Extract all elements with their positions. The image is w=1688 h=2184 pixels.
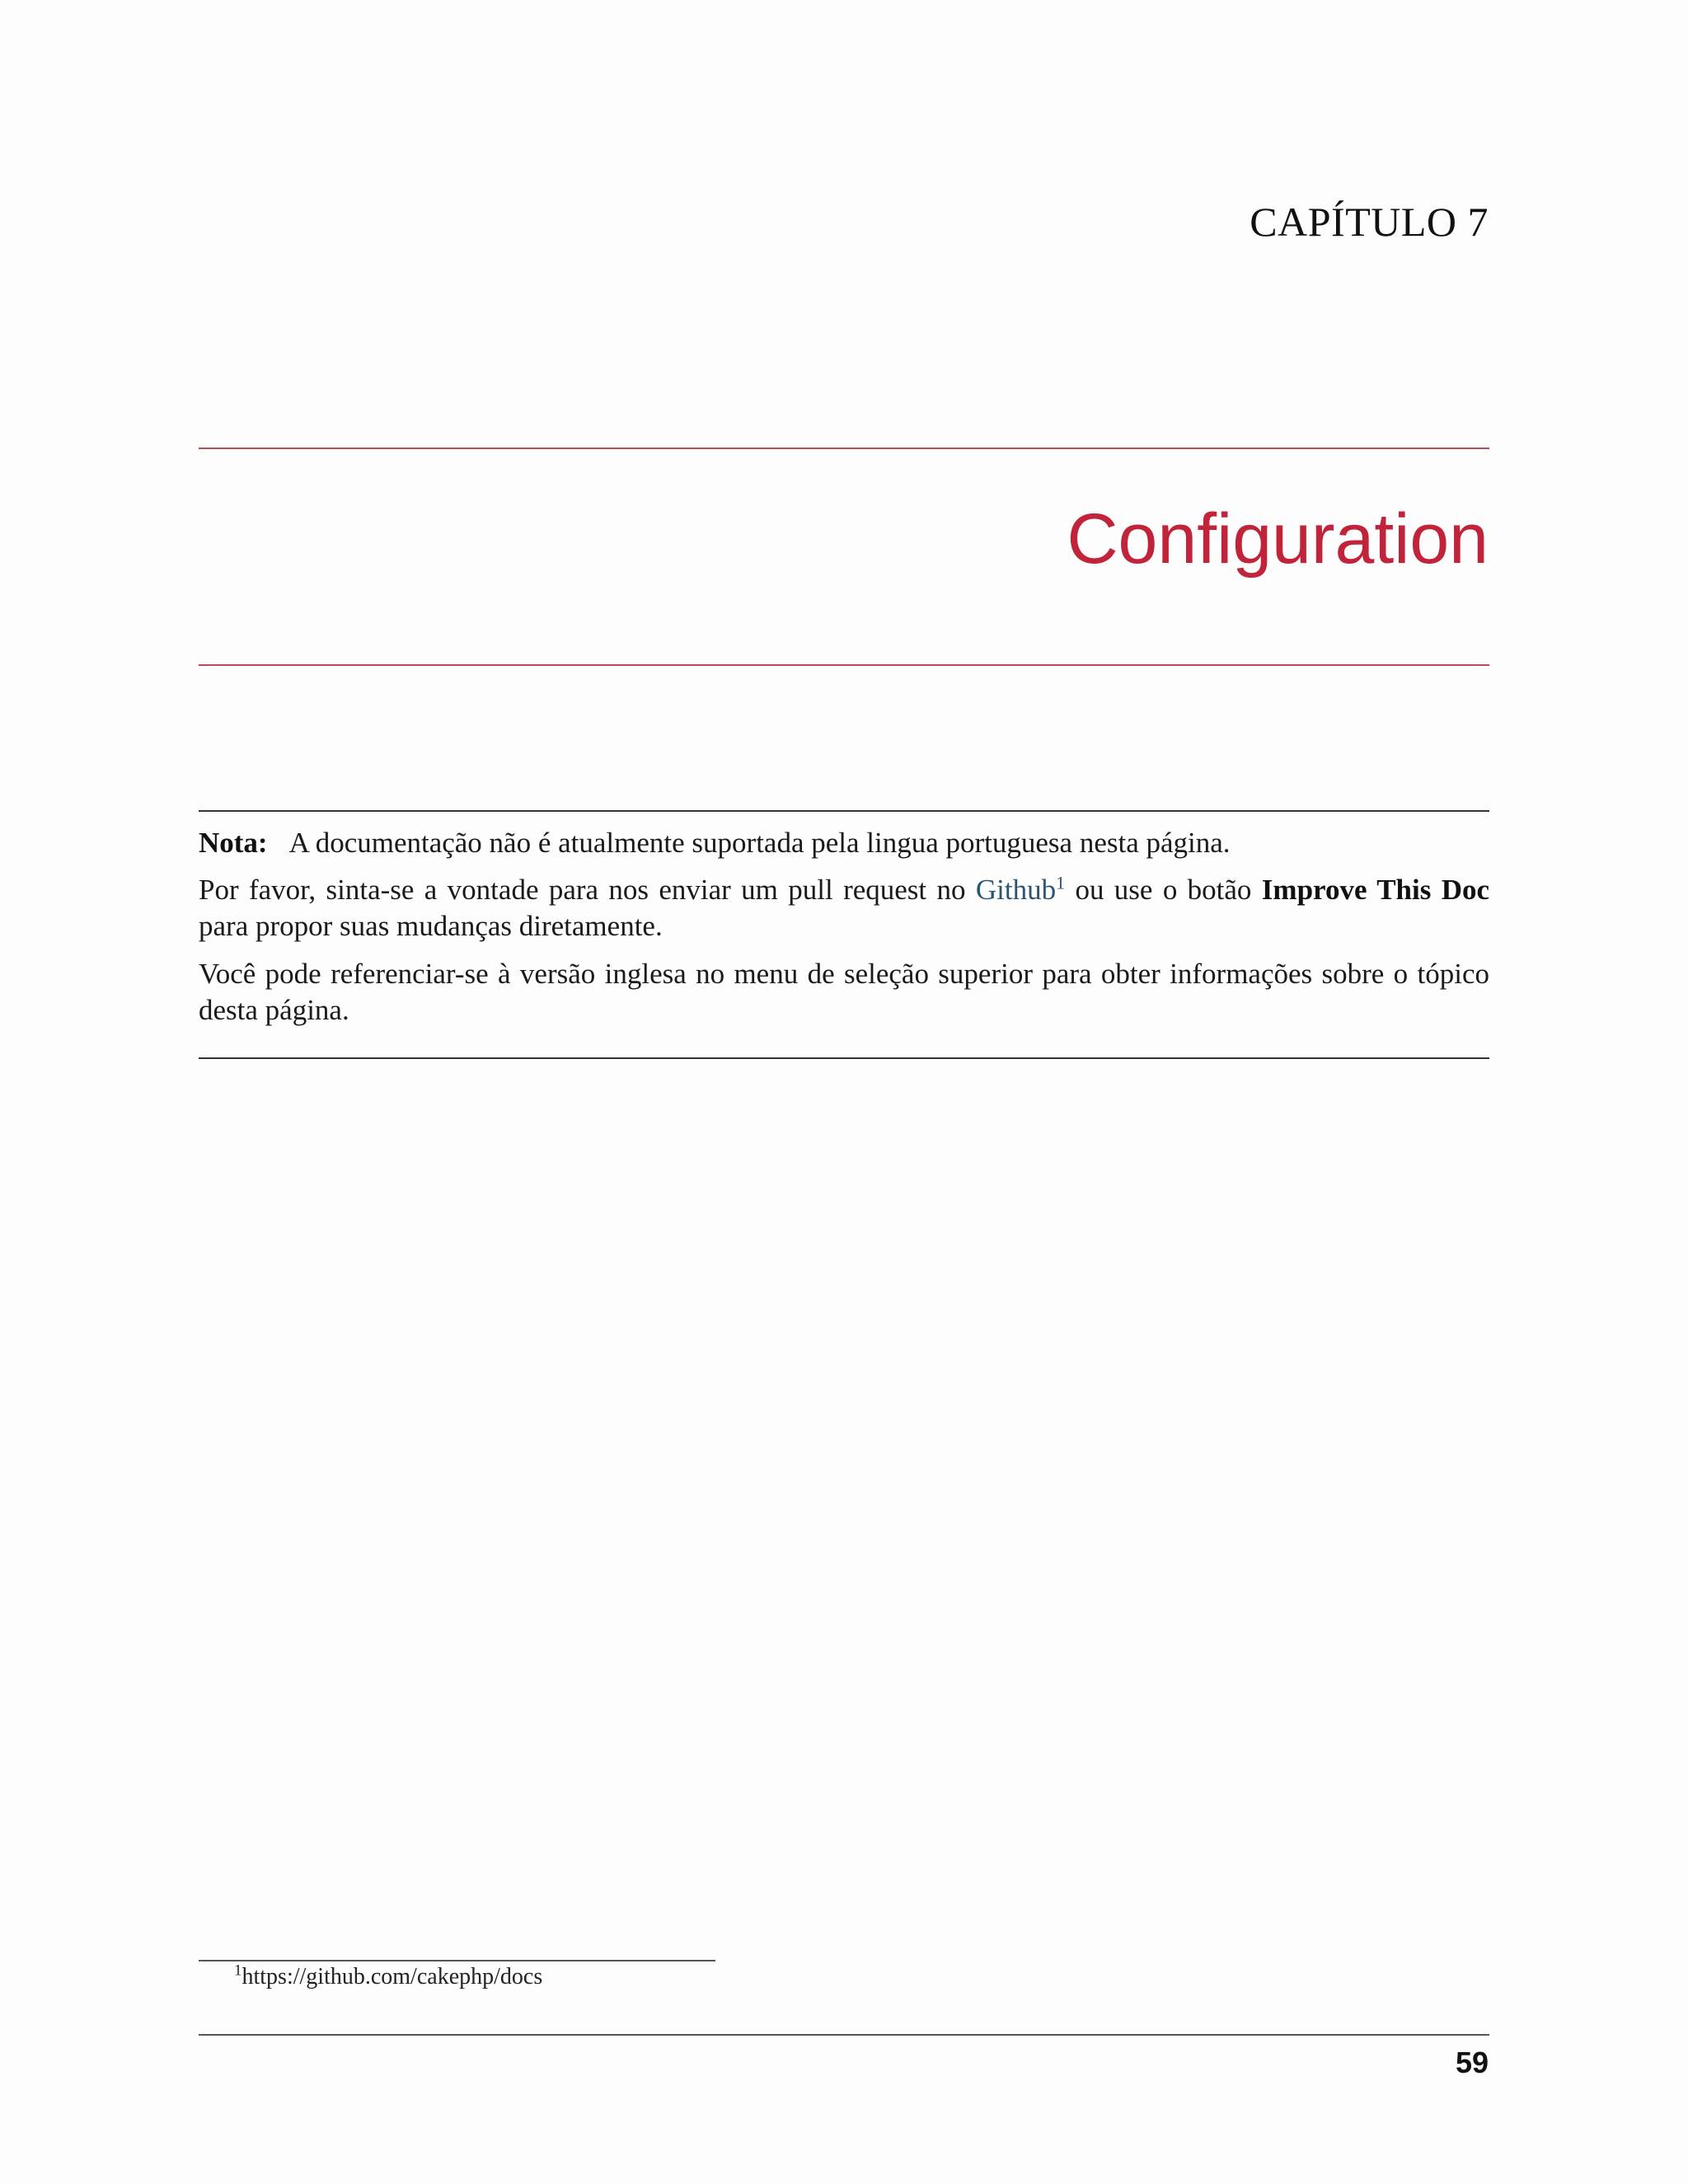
footnote-ref[interactable]: 1 bbox=[1056, 872, 1066, 893]
improve-this-doc-label: Improve This Doc bbox=[1261, 874, 1490, 906]
note-paragraph-3-line-2: desta página. bbox=[199, 994, 349, 1026]
chapter-title: Configuration bbox=[1067, 499, 1489, 579]
title-rule-bottom bbox=[199, 664, 1489, 666]
note-first-line bbox=[199, 825, 1231, 861]
note-para2-middle: ou use o botão bbox=[1075, 874, 1252, 906]
note-title: Nota: bbox=[199, 827, 268, 859]
title-rule-top bbox=[199, 448, 1489, 449]
footnote-rule bbox=[199, 1960, 715, 1961]
note-admonition bbox=[199, 810, 1489, 1059]
github-link[interactable]: Github$^1$ bbox=[975, 872, 1066, 906]
chapter-label: CAPÍTULO 7 bbox=[1250, 199, 1489, 245]
note-para2-prefix: Por favor, sinta-se a vontade para nos enviar um pull request no bbox=[199, 874, 966, 906]
note-paragraph-3-line-1: Você pode referenciar-se à versão inglesa no menu de seleção superior para obter informações sobre o tópico bbox=[199, 958, 1489, 990]
note-text: A documentação não é atualmente suportada pela lingua portuguesa nesta página. bbox=[288, 827, 1231, 859]
footnote-number: 1 bbox=[234, 1961, 242, 1980]
note-paragraph-2-line-1 bbox=[199, 872, 1489, 908]
footer-rule bbox=[199, 2034, 1489, 2036]
footnote bbox=[234, 1961, 543, 1990]
note-paragraph-2-line-2: para propor suas mudanças diretamente. bbox=[199, 910, 663, 942]
page-number: 59 bbox=[1455, 2046, 1489, 2079]
footnote-url[interactable]: https://github.com/cakephp/docs bbox=[241, 1964, 543, 1990]
